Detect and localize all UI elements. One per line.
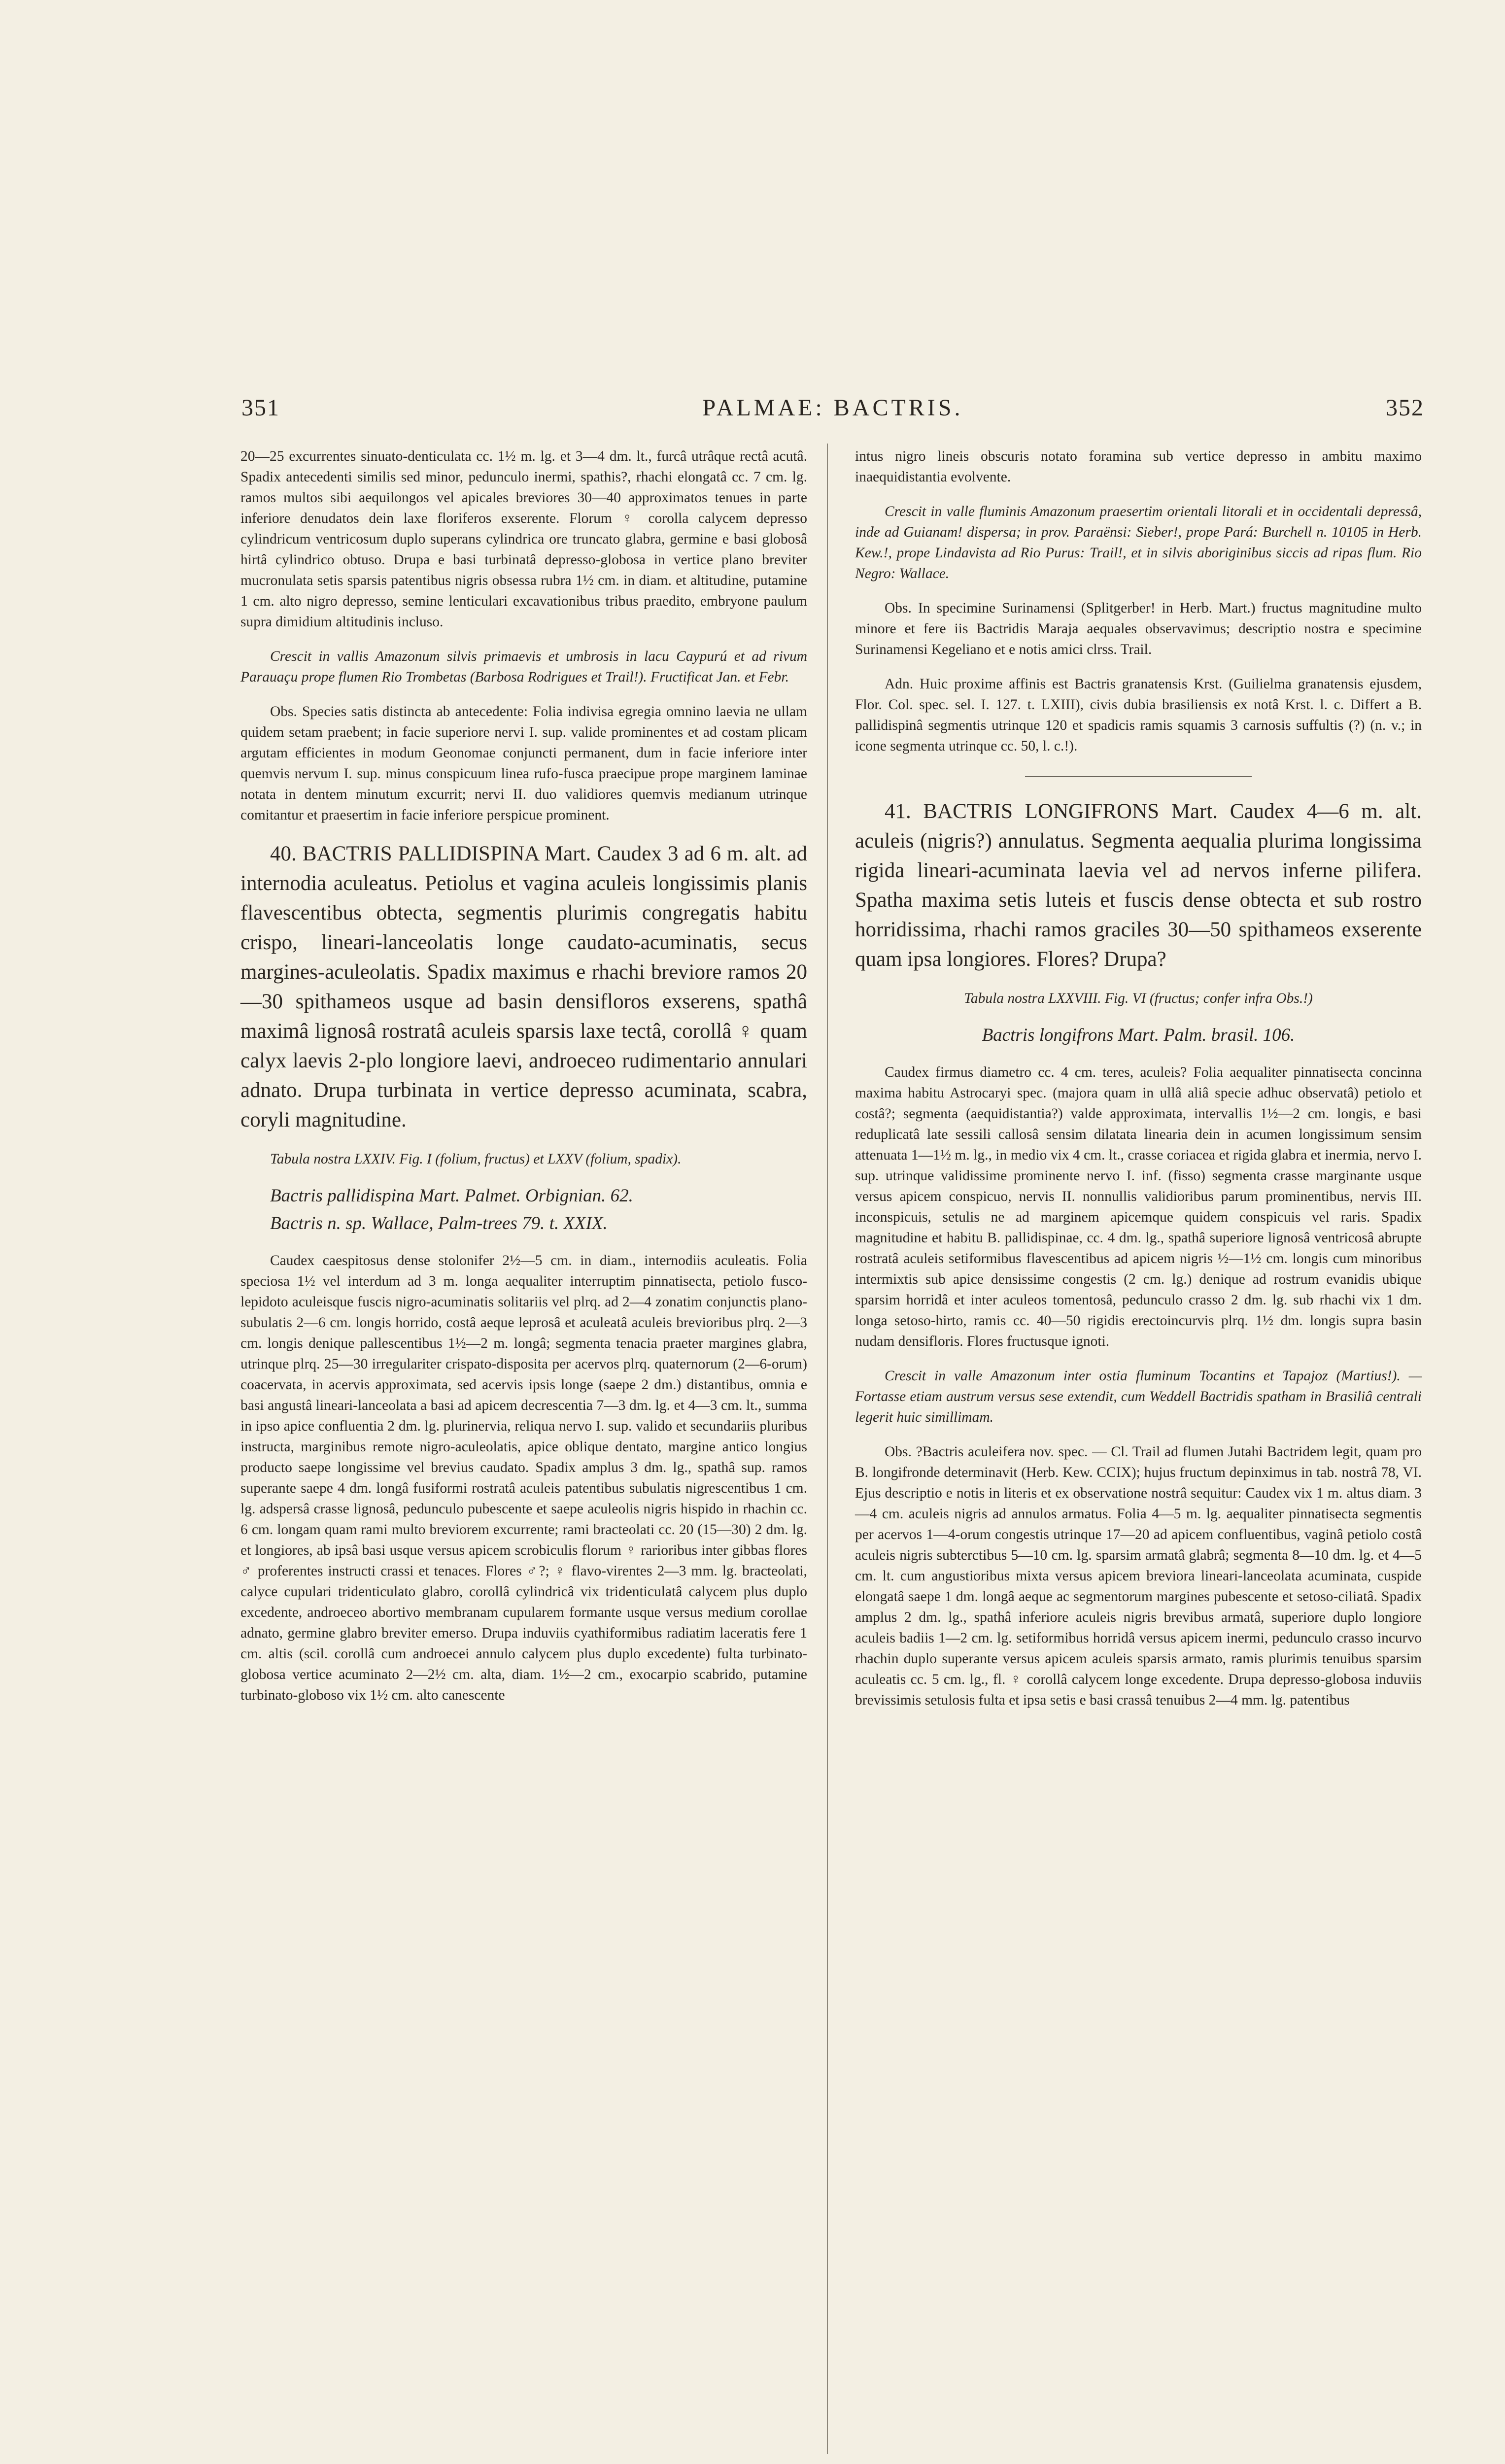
species-40-synonym-2: Bactris n. sp. Wallace, Palm-trees 79. t. XXIX. <box>270 1213 608 1233</box>
page-header <box>241 394 1424 434</box>
page-number-left: 351 <box>241 395 280 421</box>
section-divider <box>1025 776 1252 777</box>
right-column <box>855 446 1422 1724</box>
right-paragraph-1: intus nigro lineis obscuris notato foramina sub vertice depresso in ambitu maximo inaequidistantia evolvente. <box>855 448 1422 485</box>
right-annotation: Adn. Huic proxime affinis est Bactris granatensis Krst. (Guilielma granatensis ejusdem, Flor. Col. spec. sel. I. 127. t. LXIII), civis dubia brasiliensis ex notâ Krst. l. c. Differt a B. pallidispinâ segmentis utrinque 120 et spadicis ramis squamis 3 carnosis suffultis (?) (n. v.; in icone segmenta utrinque cc. 50, l. c.!). <box>855 676 1422 754</box>
right-observation: Obs. In specimine Surinamensi (Splitgerber! in Herb. Mart.) fructus magnitudine multo minore et fere iis Bactridis Maraja aequales observavimus; descriptio nostra e specimine Surinamensi Kegeliano et e notis amici clrss. Trail. <box>855 600 1422 657</box>
left-paragraph-1: 20—25 excurrentes sinuato-denticulata cc. 1½ m. lg. et 3—4 dm. lt., furcâ utrâque rectâ acutâ. Spadix antecedenti similis sed minor, pedunculo inermi, spathis?, rhachi elongatâ cc. 7 cm. lg. ramos multos sibi aequilongos vel apicales breviores 30—40 approximatos tenues in parte inferiore denudatos dein laxe floriferos exserente. Florum ♀ corolla calycem depresso cylindricum ventricosum duplo superans cylindrica ore truncato glabra, germine e basi globosâ hirtâ cylindrico obtuso. Drupa e basi turbinatâ depresso-globosa in vertice plano breviter mucronulata setis sparsis patentibus nigris obsessa rubra 1½ cm. in diam. et altitudine, putamine 1 cm. alto nigro depresso, semine lenticulari excavationibus tribus praedito, embryone paulum supra dimidium altitudinis incluso. <box>240 448 807 630</box>
left-habitat: Crescit in vallis Amazonum silvis primaevis et umbrosis in lacu Caypurú et ad rivum Parauaçu prope flumen Rio Trombetas (Barbosa Rodrigues et Trail!). Fructificat Jan. et Febr. <box>240 649 807 685</box>
species-41-habitat: Crescit in valle Amazonum inter ostia fluminum Tocantins et Tapajoz (Martius!). — Fortasse etiam austrum versus sese extendit, cum Weddell Bactridis spatham in Brasiliâ centrali legerit huic simillimam. <box>855 1368 1422 1425</box>
page-number-right: 352 <box>1386 395 1424 421</box>
species-41-synonym: Bactris longifrons Mart. Palm. brasil. 106. <box>982 1025 1295 1045</box>
right-habitat: Crescit in valle fluminis Amazonum praesertim orientali litorali et in occidentali depressâ, inde ad Guianam! dispersa; in prov. Paraënsi: Sieber!, prope Pará: Burchell n. 10105 in Herb. Kew.!, prope Lindavista ad Rio Purus: Trail!, et in silvis aboriginibus siccis ad ripas flum. Rio Negro: Wallace. <box>855 504 1422 582</box>
running-title: PALMAE: BACTRIS. <box>702 395 963 421</box>
species-41-observation: Obs. ?Bactris aculeifera nov. spec. — Cl. Trail ad flumen Jutahi Bactridem legit, quam pro B. longifronde determinavit (Herb. Kew. CCIX); hujus fructum depinximus in tab. nostrâ 78, VI. Ejus descriptio e notis in literis et ex observatione nostrâ sequitur: Caudex vix 1 m. altus diam. 3—4 cm. aculeis nigris ad annulos armatus. Folia 4—5 m. lg. aequaliter pinnatisecta segmentis per acervos 1—4-orum congestis utrinque 17—20 ad apicem confluentibus, vaginâ petiolo costâ aculeis nigris subterctibus 5—10 cm. lg. sparsim armatâ glabrâ; segmenta 8—10 dm. lg. et 4—5 cm. lt. cum angustioribus mixta versus apicem breviora lineari-lanceolata acuminata, cuspide elongatâ saepe 1 dm. longâ aeque ac segmentorum margines pubescente et setoso-ciliatâ. Spadix amplus 2 dm. lg., spathâ inferiore aculeis nigris brevibus armatâ, superiore duplo longiore aculeis badiis 1—2 cm. lg. setiformibus horridâ versus apicem inermi, pedunculo crasso incurvo rhachin duplo superante versus apicem aculeis sparsis armato, ramis plurimis tenuibus sparsim aculeatis cc. 5 cm. lg., fl. ♀ corollâ calycem longe excedente. Drupa depresso-globosa induviis brevissimis setulosis fulta et ipsa setis e basi crassâ tenuibus 2—4 mm. lg. patentibus <box>855 1444 1422 1708</box>
species-40-plate-reference: Tabula nostra LXXIV. Fig. I (folium, fructus) et LXXV (folium, spadix). <box>270 1151 682 1167</box>
species-41-plate-reference: Tabula nostra LXXVIII. Fig. VI (fructus; confer infra Obs.!) <box>964 991 1313 1006</box>
left-observation: Obs. Species satis distincta ab antecedente: Folia indivisa egregia omnino laevia ne ullam quidem setam praebent; in facie superiore nervi I. sup. valide prominentes et ad costam plicam argutam efficientes in modum Geonomae conjuncti permanent, dum in facie inferiore inter quemvis nervum I. sup. minus conspicuum linea rufo-fusca praecipue prope marginem laminae notata in dentem minutum excurrit; nervi II. duo validiores quemvis medianum utrinque comitantur et praesertim in facie inferiore perspicue prominent. <box>240 704 807 823</box>
species-40-description: Caudex caespitosus dense stolonifer 2½—5 cm. in diam., internodiis aculeatis. Folia speciosa 1½ vel interdum ad 3 m. longa aequaliter interruptim pinnatisecta, petiolo fusco-lepidoto aculeisque fuscis nigro-acuminatis solitariis vel plrq. ad 2—4 zonatim conjunctis plano-subulatis 2—6 cm. longis horrido, costâ aeque leprosâ et aculeatâ aculeis brevioribus plrq. 2—3 cm. longis denique pallescentibus 1½—2 m. longâ; segmenta tenacia praeter margines glabra, utrinque plrq. 25—30 irregulariter crispato-disposita per acervos plrq. quaternorum (2—6-orum) coacervata, in acervis approximata, sed acervis ipsis longe (saepe 2 dm.) distantibus, omnia e basi angustâ lineari-lanceolata a basi ad apicem decrescentia 7—3 dm. lg. et 4—3 cm. lt., summa in ipso apice confluentia 2 dm. lg. plurinervia, reliqua nervo I. sup. valido et secundariis pluribus instructa, marginibus remote nigro-aculeolatis, apice oblique dentato, margine antico longius producto saepe longissime vel brevius caudato. Spadix amplus 3 dm. lg., spathâ sup. ramos superante saepe 4 dm. longâ fusiformi rostratâ aculeis patentibus subulatis nigrescentibus 1 cm. lg. adspersâ crasse lignosâ, pedunculo pubescente et saepe aculeolis nigris hispido in rhachin cc. 6 cm. longam quam rami multo breviorem excurrente; rami bracteolati cc. 20 (15—30) 2 dm. lg. et longiores, ab ipsâ basi usque versus apicem scrobiculis florum ♀ rarioribus inter gibbas flores ♂ proferentes instructi crassi et tenaces. Flores ♂?; ♀ flavo-virentes 2—3 mm. lg. bracteolati, calyce cupulari tridenticulato glabro, corollâ cylindricâ vix tridenticulatâ calycem plus duplo excedente, androeceo abortivo membranam cupularem formante usque versus medium corollae adnato, germine glabro breviter emerso. Drupa induviis cyathiformibus radiatim laceratis fere 1 cm. altis (scil. corollâ cum androecei annulo calycem plus duplo excedente) fulta turbinato-globosa vertice acuminato 2—2½ cm. alta, diam. 1½—2 cm., exocarpio scabrido, putamine turbinato-globoso vix 1½ cm. alto canescente <box>240 1253 807 1703</box>
left-column <box>240 446 807 1719</box>
species-40-diagnosis: 40. BACTRIS PALLIDISPINA Mart. Caudex 3 ad 6 m. alt. ad internodia aculeatus. Petiolus et vagina aculeis longissimis planis flavescentibus obtecta, segmentis plurimis congregatis habitu crispo, lineari-lanceolatis longe caudato-acuminatis, secus margines-aculeolatis. Spadix maximus e rhachi breviore ramos 20—30 spithameos usque ad basin densifloros exserens, spathâ maximâ lignosâ rostratâ aculeis sparsis laxe tectâ, corollâ ♀ quam calyx laevis 2-plo longiore laevi, androeceo rudimentario annulari adnato. Drupa turbinata in vertice depresso acuminata, scabra, coryli magnitudine. <box>240 842 807 1131</box>
species-41-diagnosis: 41. BACTRIS LONGIFRONS Mart. Caudex 4—6 m. alt. aculeis (nigris?) annulatus. Segmenta aequalia plurima longissima rigida lineari-acuminata laevia vel ad nervos inferne pilifera. Spatha maxima setis luteis et fuscis dense obtecta et sub rostro horridissima, rhachi ramos graciles 30—50 spithameos exserente quam ipsa longiores. Flores? Drupa? <box>855 800 1422 971</box>
column-divider <box>827 444 828 2454</box>
species-41-description: Caudex firmus diametro cc. 4 cm. teres, aculeis? Folia aequaliter pinnatisecta concinna maxima habitu Astrocaryi spec. (majora quam in ullâ aliâ specie adhuc observatâ) petiolo et costâ?; segmenta (aequidistantia?) valde approximata, intervallis 1½—2 cm. longis, e basi reduplicatâ late sessili callosâ sensim dilatata linearia dein in acumen longissimum sensim attenuata 1—1½ m. lg., in medio vix 4 cm. lt., crasse coriacea et rigida glabra et inermia, nervo I. sup. utrinque validissime prominente nervo I. inf. (fisso) segmenta crasse marginante usque versus apicem conspicuo, nervis II. nonnullis validioribus parum prominentibus, nervis III. inconspicuis, setulis ne ad marginem apicemque quidem conspicuis vel raris. Spadix magnitudine et habitu B. pallidispinae, cc. 4 dm. lg., spathâ superiore lignosâ ventricosâ abrupte rostratâ aculeis setiformibus flavescentibus ad apicem nigris ½—1½ cm. longis cum minoribus intermixtis sub apice densissime congestis (2 cm. lg.) denique ad rostrum evanidis ubique sparsim horridâ et inter aculeos tomentosâ, pedunculo crasso 2 dm. lg. sub rhachi vix 1 dm. longa setoso-hirto, ramis cc. 40—50 rigidis erectoincurvis plrq. 1½ dm. longis supra basin nudam densifloris. Flores fructusque ignoti. <box>855 1064 1422 1349</box>
species-40-synonym-1: Bactris pallidispina Mart. Palmet. Orbignian. 62. <box>270 1186 633 1206</box>
